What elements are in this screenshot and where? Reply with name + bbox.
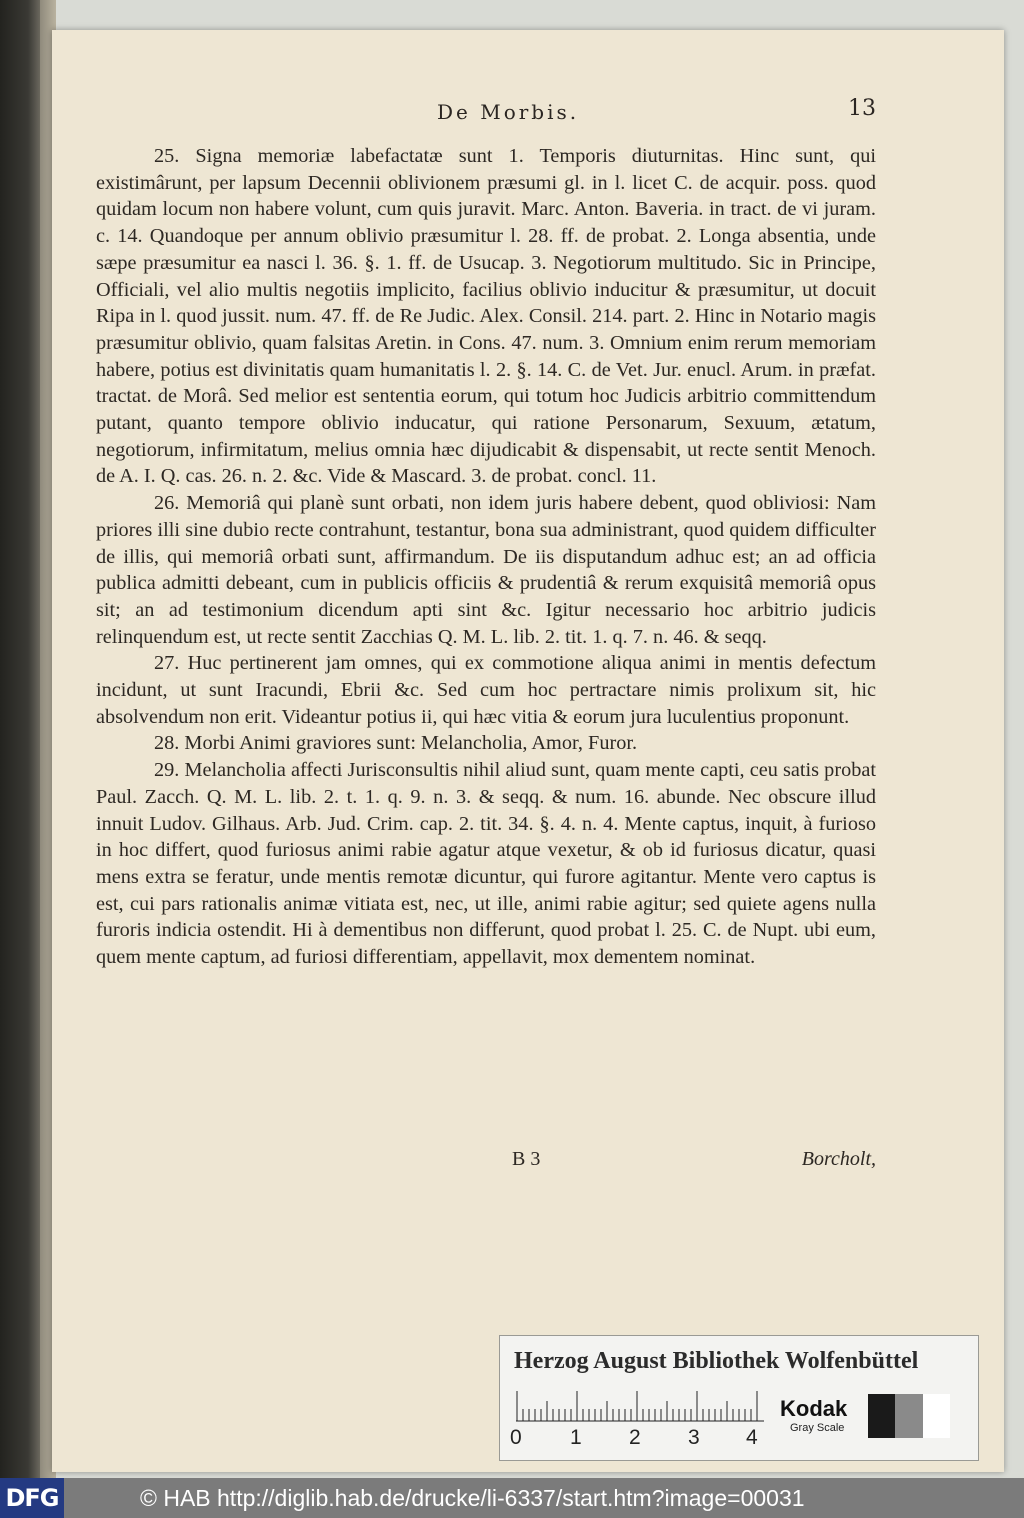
signature-mark: B 3 — [512, 1148, 541, 1170]
page-text — [96, 143, 876, 971]
copyright-link[interactable]: © HAB http://diglib.hab.de/drucke/li-6337/start.htm?image=00031 — [140, 1485, 805, 1511]
ruler-number: 4 — [746, 1426, 758, 1449]
catchword: Borcholt, — [801, 1148, 876, 1170]
book-page — [52, 30, 1004, 1472]
swatch-black — [868, 1394, 895, 1438]
color-target-card — [499, 1335, 979, 1461]
page-number: 13 — [848, 96, 876, 121]
kodak-logo: Kodak — [780, 1396, 848, 1421]
ruler-number: 2 — [629, 1426, 641, 1449]
viewer-footer-bar — [0, 1478, 1024, 1518]
dfg-logo[interactable]: DFG — [0, 1478, 64, 1518]
ruler-scale — [516, 1388, 764, 1422]
ruler-number: 0 — [510, 1426, 522, 1449]
paragraph-28: 28. Morbi Animi graviores sunt: Melancholia, Amor, Furor. — [154, 732, 638, 755]
gray-swatches — [868, 1394, 950, 1438]
ruler-numbers — [510, 1426, 770, 1452]
swatch-white — [923, 1394, 950, 1438]
running-head: De Morbis. — [437, 100, 580, 124]
paragraph-26: 26. Memoriâ qui planè sunt orbati, non idem juris habere debent, quod obliviosi: Nam priores illi sine dubio recte contrahunt, testantur, bona sua administrant, quod quidem difficulter de illis, qui memoriâ orbati sunt, affirmandum. De iis disputandum adhuc est; an ad officia publica admitti debeant, cum in publicis officiis & prudentiâ & rerum exquisitâ memoriâ opus sit; an ad testimonium dicendum apti sint &c. Igitur necessario hoc arbitrio judicis relinquendum est, ut recte sentit Zacchias Q. M. L. lib. 2. tit. 1. q. 7. n. 46. & seqq. — [96, 492, 876, 648]
page-footer — [96, 1148, 876, 1178]
target-title: Herzog August Bibliothek Wolfenbüttel — [514, 1348, 919, 1374]
gray-scale-label: Gray Scale — [790, 1422, 845, 1434]
ruler-number: 3 — [688, 1426, 700, 1449]
paragraph-29: 29. Melancholia affecti Jurisconsultis nihil aliud sunt, quam mente capti, ceu satis probat Paul. Zacch. Q. M. L. lib. 2. t. 1. q. 9. n. 3. & seqq. & num. 16. abunde. Nec obscure illud innuit Ludov. Gilhaus. Arb. Jud. Crim. cap. 2. tit. 34. §. 4. n. 4. Mente captus, inquit, à furioso in hoc differt, quod furiosus animi rabie agatur atque vexetur, & ob id furiosus dicatur, quasi mens extra se feratur, unde mentis remotæ dicuntur, qui furore agitantur. Mente vero captus is est, cui pars rationalis animæ vitiata est, nec, ut ille, animi rabie agitur; sed quiete agens nulla furoris indicia ostendit. Hi à dementibus non differunt, quod probat l. 25. C. de Nupt. ubi eum, quem mente captum, ad furiosi differentiam, appellavit, mox dementem nominat. — [96, 759, 876, 969]
ruler-number: 1 — [570, 1426, 582, 1449]
paragraph-25: 25. Signa memoriæ labefactatæ sunt 1. Temporis diuturnitas. Hinc sunt, qui existimârunt, per lapsum Decennii oblivionem præsumi gl. in l. licet C. de acquir. poss. quod quidam locum non habere volunt, cum quis juravit. Marc. Anton. Baveria. in tract. de vi juram. c. 14. Quandoque per annum oblivio præsumitur l. 28. ff. de probat. 2. Longa absentia, unde sæpe præsumitur ea nasci l. 36. §. 1. ff. de Usucap. 3. Negotiorum multitudo. Sic in Principe, Officiali, vel alio multis negotiis implicito, facilius oblivio inducitur & præsumitur, ut docuit Ripa in l. quod jussit. num. 47. ff. de Re Judic. Alex. Consil. 214. part. 2. Hinc in Notario magis præsumitur oblivio, quam falsitas Aretin. in Cons. 47. num. 3. Omnium enim rerum memoriam habere, potius est divinitatis quam humanitatis l. 2. §. 14. C. de Vet. Jur. enucl. Arum. in præfat. tractat. de Morâ. Sed melior est sententia eorum, qui totum hoc Judicis arbitrio committendum putant, quanto tempore oblivio inducatur, qui ratione Personarum, Sexuum, ætatum, negotiorum, infirmitatum, melius omnia hæc dijudicabit & dispensabit, ut recte sentit Menoch. de A. I. Q. cas. 26. n. 2. &c. Vide & Mascard. 3. de probat. concl. 11. — [96, 145, 876, 488]
paragraph-27: 27. Huc pertinerent jam omnes, qui ex commotione aliqua animi in mentis defectum incidunt, ut sunt Iracundi, Ebrii &c. Sed cum hoc pertractare nimis prolixum sit, hic absolvendum non erit. Videantur potius ii, qui hæc vitia & eorum jura luculentius proponunt. — [96, 652, 876, 728]
swatch-gray — [895, 1394, 922, 1438]
scan-edge-left — [0, 0, 40, 1478]
